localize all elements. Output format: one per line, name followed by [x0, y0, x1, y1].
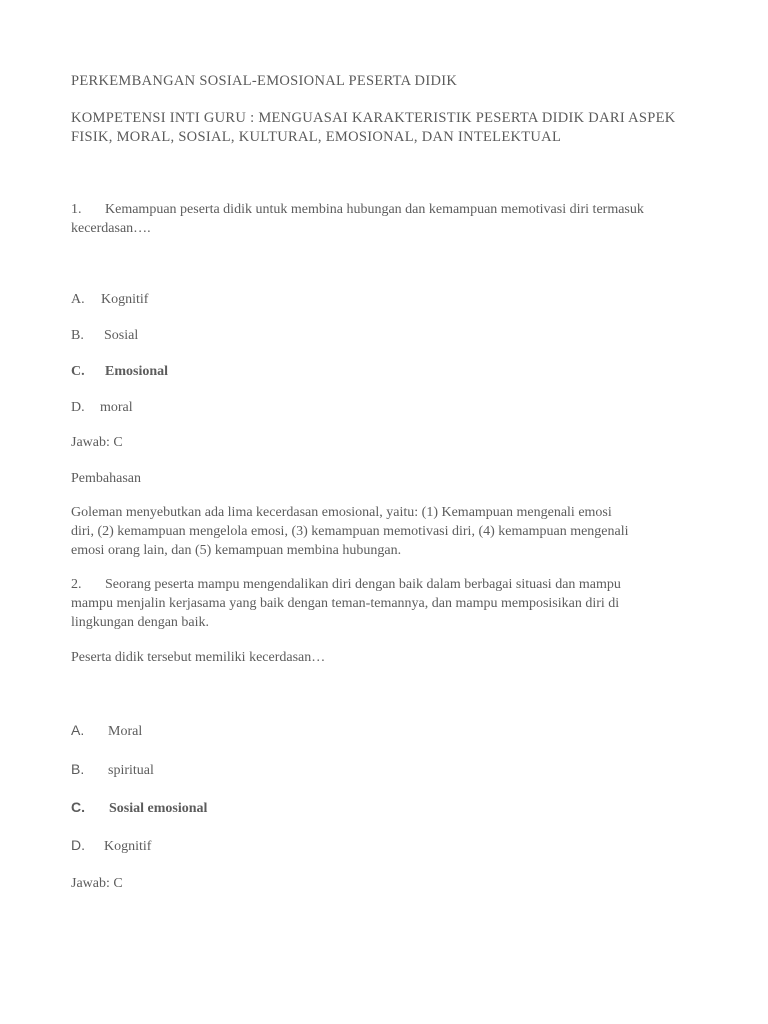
- option-text: Kognitif: [101, 292, 149, 307]
- discussion-line-2: diri, (2) kemampuan mengelola emosi, (3) kemampuan memotivasi diri, (4) kemampuan mengenali: [71, 524, 629, 539]
- q1-option-b: [71, 326, 138, 345]
- option-text: spiritual: [108, 763, 154, 778]
- q2-option-a: [71, 721, 142, 741]
- option-letter: B.: [71, 761, 85, 777]
- document-title: PERKEMBANGAN SOSIAL-EMOSIONAL PESERTA DIDIK: [71, 73, 458, 89]
- q1-discussion: [71, 503, 711, 560]
- option-letter: D.: [71, 837, 85, 853]
- question-1-text: [71, 200, 711, 238]
- option-letter: D.: [71, 400, 85, 415]
- question-text-line-3: lingkungan dengan baik.: [71, 615, 210, 630]
- question-text-line-2: mampu menjalin kerjasama yang baik dengan teman-temannya, dan mampu memposisikan diri di: [71, 596, 620, 611]
- option-text: Emosional: [105, 364, 169, 379]
- q2-prompt: Peserta didik tersebut memiliki kecerdasan…: [71, 650, 326, 665]
- question-text-line-2: kecerdasan….: [71, 221, 151, 236]
- question-number: 2.: [71, 577, 82, 592]
- option-text: Sosial: [104, 328, 139, 343]
- option-letter: A.: [71, 722, 85, 738]
- q2-option-b: [71, 760, 154, 780]
- option-letter: B.: [71, 328, 84, 343]
- option-letter: C.: [71, 799, 85, 815]
- competency-heading: [71, 109, 711, 147]
- question-number: 1.: [71, 202, 82, 217]
- question-2-text: [71, 575, 711, 632]
- discussion-line-1: Goleman menyebutkan ada lima kecerdasan emosional, yaitu: (1) Kemampuan mengenali emosi: [71, 505, 612, 520]
- q2-answer: Jawab: C: [71, 876, 123, 891]
- question-text-line-1: Kemampuan peserta didik untuk membina hubungan dan kemampuan memotivasi diri termasuk: [105, 202, 644, 217]
- q1-option-d: [71, 398, 133, 417]
- option-text: Moral: [108, 724, 143, 739]
- question-text-line-1: Seorang peserta mampu mengendalikan diri dengan baik dalam berbagai situasi dan mampu: [105, 577, 621, 592]
- option-text: Sosial emosional: [109, 801, 208, 816]
- q1-option-c-correct: [71, 362, 168, 381]
- q2-option-d: [71, 836, 151, 856]
- option-letter: A.: [71, 292, 85, 307]
- competency-line-1: KOMPETENSI INTI GURU : MENGUASAI KARAKTERISTIK PESERTA DIDIK DARI ASPEK: [71, 110, 676, 126]
- option-text: moral: [100, 400, 133, 415]
- option-text: Kognitif: [104, 839, 152, 854]
- option-letter: C.: [71, 364, 85, 379]
- q1-option-a: [71, 290, 148, 309]
- q2-option-c-correct: [71, 798, 207, 818]
- competency-line-2: FISIK, MORAL, SOSIAL, KULTURAL, EMOSIONAL, DAN INTELEKTUAL: [71, 129, 562, 145]
- discussion-line-3: emosi orang lain, dan (5) kemampuan membina hubungan.: [71, 543, 402, 558]
- q1-discussion-label: Pembahasan: [71, 471, 141, 486]
- q1-answer: Jawab: C: [71, 435, 123, 450]
